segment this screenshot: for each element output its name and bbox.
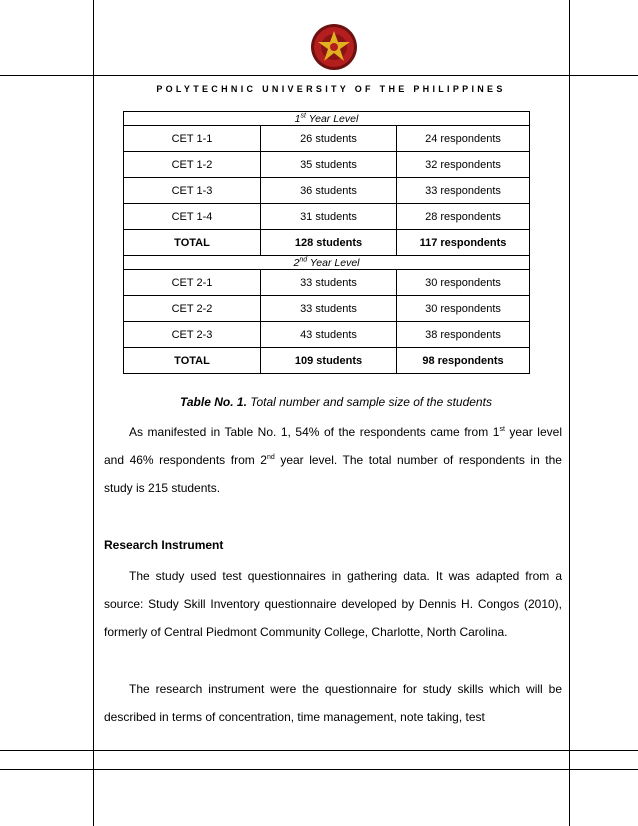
section-cell: CET 1-3 (124, 178, 261, 204)
table-row (124, 152, 530, 178)
left-margin-line (93, 0, 94, 826)
table-section-header (124, 112, 530, 126)
total-students: 128 students (261, 230, 397, 256)
respondents-cell: 28 respondents (397, 204, 530, 230)
section-cell: CET 1-1 (124, 126, 261, 152)
year-level-label: 2nd Year Level (124, 256, 530, 270)
students-table (123, 111, 530, 374)
students-cell: 36 students (261, 178, 397, 204)
students-cell: 33 students (261, 270, 397, 296)
section-cell: CET 1-4 (124, 204, 261, 230)
section-heading: Research Instrument (104, 538, 224, 552)
students-cell: 26 students (261, 126, 397, 152)
footer-rule-top (0, 750, 638, 751)
total-respondents: 98 respondents (397, 348, 530, 374)
respondents-cell: 30 respondents (397, 296, 530, 322)
total-respondents: 117 respondents (397, 230, 530, 256)
section-cell: CET 2-1 (124, 270, 261, 296)
table-row (124, 126, 530, 152)
right-margin-line (569, 0, 570, 826)
paragraph-instrument: The study used test questionnaires in gathering data. It was adapted from a source: Study Skill Inventory questionnaire developed by Dennis H. Congos (2010), formerly of Central Piedmont Community College, Charlotte, North Carolina. (104, 569, 562, 639)
table-row (124, 270, 530, 296)
section-cell: CET 1-2 (124, 152, 261, 178)
total-row (124, 348, 530, 374)
university-name: POLYTECHNIC UNIVERSITY OF THE PHILIPPINES (156, 84, 506, 94)
footer-rule-bottom (0, 769, 638, 770)
section-cell: CET 2-2 (124, 296, 261, 322)
total-students: 109 students (261, 348, 397, 374)
table-caption: Table No. 1. Total number and sample size of the students (180, 395, 492, 409)
table-row (124, 204, 530, 230)
students-cell: 31 students (261, 204, 397, 230)
respondents-cell: 33 respondents (397, 178, 530, 204)
header-rule (0, 75, 638, 76)
respondents-cell: 30 respondents (397, 270, 530, 296)
respondents-cell: 32 respondents (397, 152, 530, 178)
total-label: TOTAL (124, 348, 261, 374)
table-row (124, 178, 530, 204)
students-cell: 33 students (261, 296, 397, 322)
total-label: TOTAL (124, 230, 261, 256)
table-section-header (124, 256, 530, 270)
paragraph-questionnaire: The research instrument were the questionnaire for study skills which will be described in terms of concentration, time management, note taking, test (104, 682, 562, 724)
table-row (124, 322, 530, 348)
students-cell: 43 students (261, 322, 397, 348)
students-cell: 35 students (261, 152, 397, 178)
paragraph-respondents: As manifested in Table No. 1, 54% of the respondents came from 1st year level and 46% respondents from 2nd year level. The total number of respondents in the study is 215 students. (104, 425, 562, 495)
table-row (124, 296, 530, 322)
respondents-cell: 38 respondents (397, 322, 530, 348)
university-seal-logo (310, 23, 358, 71)
year-level-label: 1st Year Level (124, 112, 530, 126)
total-row (124, 230, 530, 256)
respondents-cell: 24 respondents (397, 126, 530, 152)
section-cell: CET 2-3 (124, 322, 261, 348)
